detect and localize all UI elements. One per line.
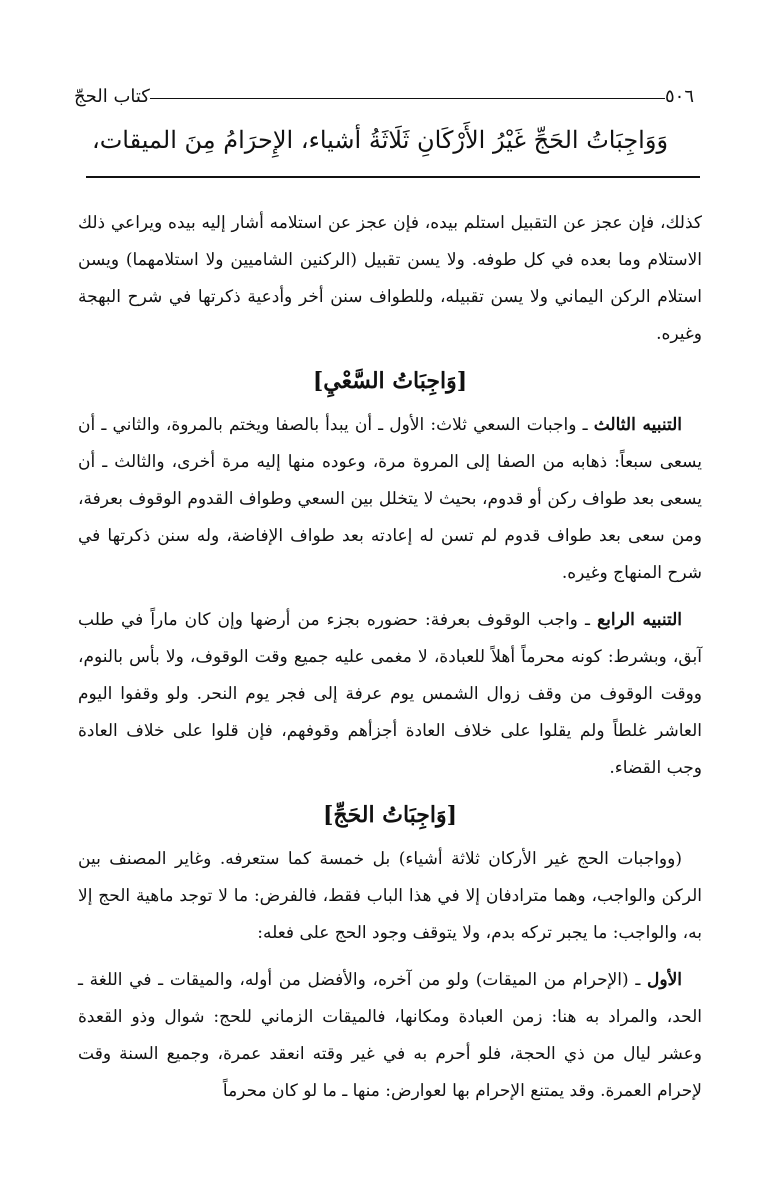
matn-text: وَوَاجِبَاتُ الحَجِّ غَيْرُ الأَرْكَانِ ثَلَاثَةُ أشياء، الإِحرَامُ مِنَ الميقات، [91,126,669,154]
matn-divider [86,176,700,178]
commentary-body [78,205,702,1110]
paragraph-text: ـ (الإحرام من الميقات) ولو من آخره، والأفضل من أوله، والميقات ـ في اللغة ـ الحد، والمراد به هنا: زمن العبادة ومكانها، فالميقات الزماني للحج: شوال وذو القعدة وعشر ليال من ذي الحجة، فلو أحرم به في غير وقته انعقد عمرة، وجميع السنة وقت لإحرام العمرة. وقد يمتنع الإحرام بها لعوارض: منها ـ ما لو كان محرماً [78,970,702,1101]
header-rule [150,98,665,99]
paragraph-lead: الأول [647,970,682,990]
section-heading-sai: [وَاجِبَاتُ السَّعْيِ] [312,368,468,394]
book-title: كتاب الحجّ [74,85,150,107]
paragraph-hajj-obligations: (وواجبات الحج غير الأركان ثلاثة أشياء) بل خمسة كما ستعرفه. وغاير المصنف بين الركن والواجب، وهما مترادفان إلا في هذا الباب فقط، فالفرض: ما لا توجد ماهية الحج إلا به، والواجب: ما يجبر تركه بدم، ولا يتوقف وجود الحج على فعله: [78,849,702,943]
paragraph-text: ـ واجب الوقوف بعرفة: حضوره بجزء من أرضها وإن كان ماراً في طلب آبق، وبشرط: كونه محرماً أهلاً للعبادة، لا مغمى عليه جميع وقت الوقوف، ولا بأس بالنوم، ووقت الوقوف من وقف زوال الشمس يوم عرفة إلى فجر يوم النحر. ولو وقفوا اليوم العاشر غلطاً ولم يقلوا على خلاف العادة أجزأهم وقوفهم، فإن قلوا على خلاف العادة وجب القضاء. [78,610,702,778]
paragraph-fourth-note [78,602,702,787]
section-heading-hajj: [وَاجِبَاتُ الحَجِّ] [322,802,458,828]
paragraph-first-obligation [78,962,702,1110]
page-number: ٥٠٦ [664,85,694,107]
paragraph-third-note [78,407,702,592]
paragraph-continuation: كذلك، فإن عجز عن التقبيل استلم بيده، فإن عجز عن استلامه أشار إليه بيده ويراعي ذلك الاستلام وما بعده في كل طوفه. ولا يسن تقبيل (الركنين الشاميين ولا استلامهما) ويسن استلام الركن اليماني ولا يسن تقبيله، وللطواف سنن أخر وأدعية ذكرتها في شرح البهجة وغيره. [78,213,702,344]
paragraph-lead: التنبيه الثالث [593,415,682,435]
paragraph-text: ـ واجبات السعي ثلاث: الأول ـ أن يبدأ بالصفا ويختم بالمروة، والثاني ـ أن يسعى سبعاً: ذهابه من الصفا إلى المروة مرة، وعوده منها إليه مرة أخرى، والثالث ـ أن يسعى بعد طواف ركن أو قدوم، بحيث لا يتخلل بين السعي وطواف القدوم الوقوف بعرفة، ومن سعى بعد طواف قدوم لم تسن له إعادته بعد طواف الإفاضة، وله سنن ذكرتها في شرح المنهاج وغيره. [78,415,702,583]
paragraph-lead: التنبيه الرابع [597,610,682,630]
running-header [66,84,702,108]
